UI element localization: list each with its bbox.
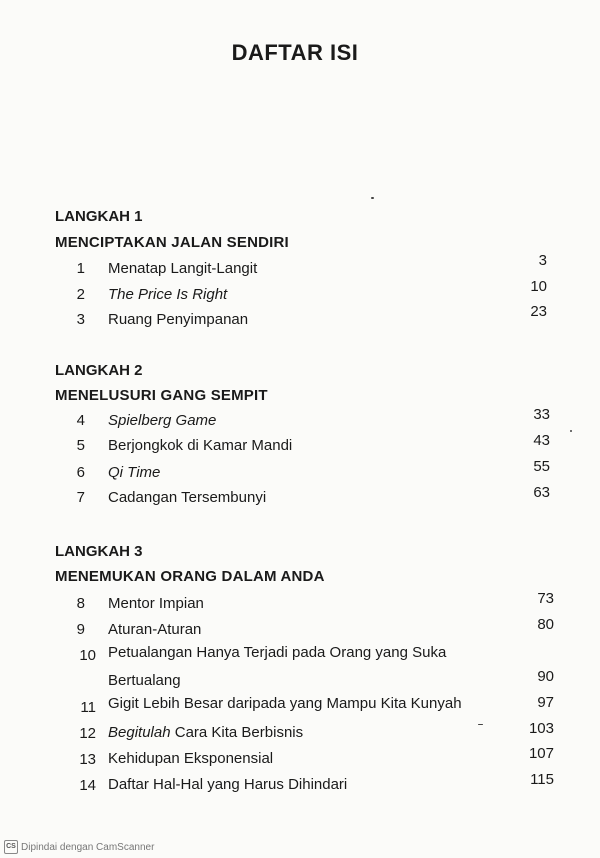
entry-page: 43: [533, 432, 550, 449]
entry-title: Mentor Impian: [108, 595, 204, 612]
entry-number: 10: [79, 647, 96, 664]
entry-title: Aturan-Aturan: [108, 621, 202, 638]
entry-title: Petualangan Hanya Terjadi pada Orang yang Suka: [108, 644, 447, 661]
entry-title: Ruang Penyimpanan: [108, 311, 249, 328]
entry-title: [108, 724, 508, 741]
entry-title: Berjongkok di Kamar Mandi: [108, 437, 293, 454]
scan-speck: [570, 430, 572, 432]
entry-title: Cadangan Tersembunyi: [108, 489, 267, 506]
entry-title: Gigit Lebih Besar daripada yang Mampu Kita Kunyah: [108, 695, 462, 712]
entry-number: 5: [76, 437, 85, 454]
entry-page: 73: [537, 590, 554, 607]
entry-page: 33: [533, 406, 550, 423]
camscanner-icon: CS: [4, 840, 18, 854]
section-label: LANGKAH 2: [55, 362, 143, 379]
entry-number: 4: [76, 412, 85, 429]
entry-number: 6: [76, 464, 85, 481]
entry-page: 80: [537, 616, 554, 633]
entry-number: 12: [79, 725, 96, 742]
section-heading: MENEMUKAN ORANG DALAM ANDA: [55, 568, 325, 585]
entry-number: 7: [76, 489, 85, 506]
entry-number: 11: [80, 699, 96, 716]
entry-title: Qi Time: [108, 464, 161, 481]
entry-title-continued: Bertualang: [108, 672, 181, 689]
entry-title: Spielberg Game: [108, 412, 217, 429]
section-label: LANGKAH 1: [55, 208, 143, 225]
entry-page: 55: [533, 458, 550, 475]
entry-page: 107: [528, 745, 554, 762]
entry-title: Kehidupan Eksponensial: [108, 750, 274, 767]
entry-page: 3: [538, 252, 547, 269]
section-label: LANGKAH 3: [55, 543, 143, 560]
entry-number: 2: [76, 286, 85, 303]
scanner-watermark: [4, 840, 154, 854]
entry-page: 23: [530, 303, 547, 320]
entry-page: 115: [530, 771, 554, 788]
entry-page: 90: [537, 668, 554, 685]
section-heading: MENCIPTAKAN JALAN SENDIRI: [55, 234, 289, 251]
entry-number: 14: [79, 777, 96, 794]
scan-speck: [478, 724, 483, 725]
entry-page: 103: [528, 720, 554, 737]
entry-number: 9: [76, 621, 85, 638]
entry-title: The Price Is Right: [108, 286, 228, 303]
entry-number: 13: [79, 751, 96, 768]
entry-title: Menatap Langit-Langit: [108, 260, 258, 277]
entry-page: 10: [530, 278, 547, 295]
entry-title-rest: Cara Kita Berbisnis: [170, 724, 304, 741]
entry-page: 63: [533, 484, 550, 501]
entry-page: 97: [537, 694, 554, 711]
entry-number: 1: [76, 260, 85, 277]
scan-speck: [371, 197, 374, 199]
entry-title-italic: Begitulah: [108, 724, 171, 741]
entry-title: Daftar Hal-Hal yang Harus Dihindari: [108, 776, 348, 793]
entry-number: 3: [76, 311, 85, 328]
page-title: DAFTAR ISI: [231, 40, 359, 65]
section-heading: MENELUSURI GANG SEMPIT: [55, 387, 268, 404]
entry-number: 8: [76, 595, 85, 612]
watermark-text: Dipindai dengan CamScanner: [21, 841, 155, 853]
